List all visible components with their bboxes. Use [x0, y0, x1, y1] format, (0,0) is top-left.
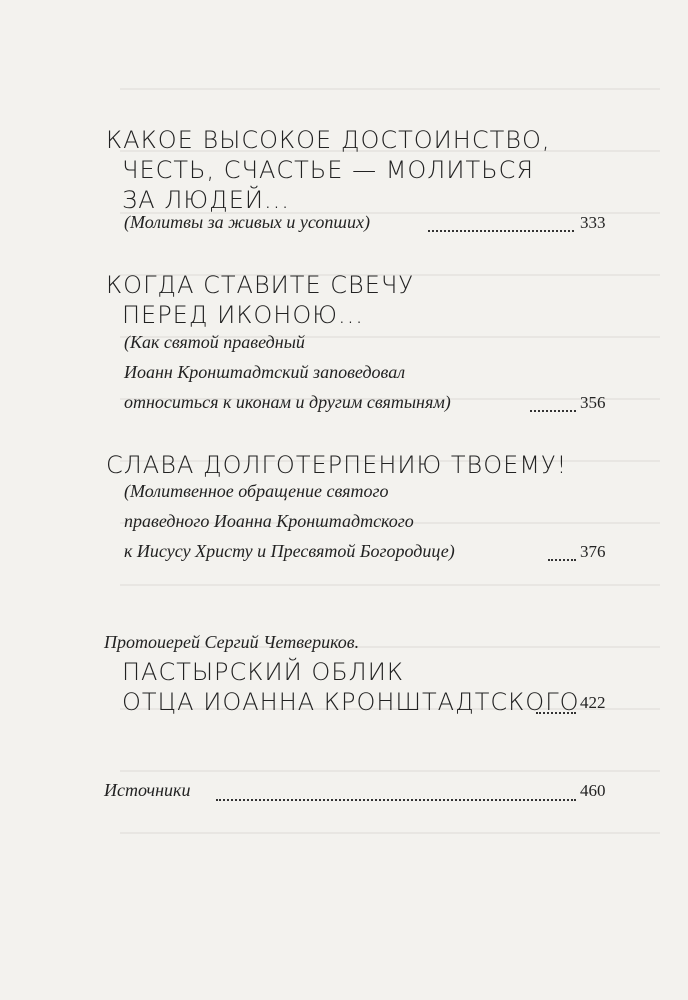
- entry-subtitle-line: Источники: [104, 780, 191, 800]
- page-number: 422: [580, 693, 606, 712]
- entry-author: Протоиерей Сергий Четвериков.: [104, 632, 360, 652]
- entry-title-line: СЛАВА ДОЛГОТЕРПЕНИЮ ТВОЕМУ!: [106, 451, 568, 479]
- entry-subtitle-line: к Иисусу Христу и Пресвятой Богородице): [124, 541, 455, 561]
- page-number: 333: [580, 213, 606, 232]
- entry-subtitle-line: (Молитвенное обращение святого: [124, 481, 389, 501]
- entry-subtitle-line: Иоанн Кронштадтский заповедовал: [124, 362, 406, 382]
- entry-title-line: КОГДА СТАВИТЕ СВЕЧУ: [106, 271, 414, 299]
- dot-leader: [536, 712, 576, 714]
- page-number: 376: [580, 542, 606, 561]
- page-number: 356: [580, 393, 606, 412]
- dot-leader: [428, 230, 574, 232]
- page-number: 460: [580, 781, 606, 800]
- entry-subtitle-line: праведного Иоанна Кронштадтского: [124, 511, 414, 531]
- dot-leader: [530, 410, 576, 412]
- dot-leader: [548, 559, 576, 561]
- entry-subtitle-line: (Молитвы за живых и усопших): [124, 212, 370, 232]
- entry-title-line: ПАСТЫРСКИЙ ОБЛИК: [122, 658, 405, 686]
- dot-leader: [216, 799, 576, 801]
- entry-subtitle-line: относиться к иконам и другим святыням): [124, 392, 451, 412]
- entry-title-line: ОТЦА ИОАННА КРОНШТАДТСКОГО: [122, 688, 580, 716]
- entry-title-line: ПЕРЕД ИКОНОЮ...: [122, 301, 364, 329]
- entry-title-line: ЗА ЛЮДЕЙ...: [122, 186, 290, 214]
- entry-subtitle-line: (Как святой праведный: [124, 332, 305, 352]
- entry-title-line: ЧЕСТЬ, СЧАСТЬЕ — МОЛИТЬСЯ: [122, 156, 535, 184]
- entry-title-line: КАКОЕ ВЫСОКОЕ ДОСТОИНСТВО,: [106, 126, 551, 154]
